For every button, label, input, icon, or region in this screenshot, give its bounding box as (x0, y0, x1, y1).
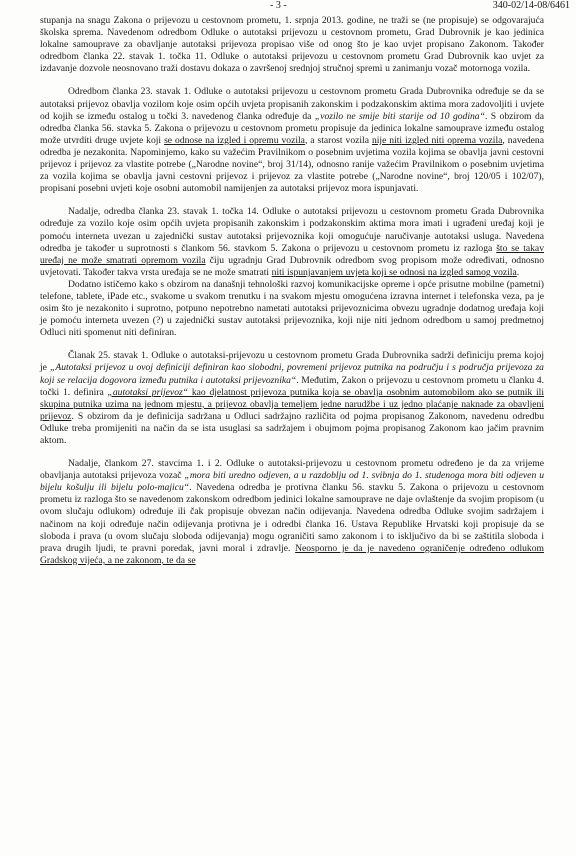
paragraph-1: stupanja na snagu Zakona o prijevozu u cestovnom prometu, 1. srpnja 2013. godine, ne traži se (ne propisuje) se odgovarajuća školska sprema. Navedenom odredbom Odluke o autotaksi prijevozu u cestovnom prometu, Grad Dubrovnik je kao jedinica lokalne samouprave za obavljanje autotaksi prijevoza propisao više od onog što je kao uvjet propisano Zakonom. Također odredbom članka 22. stavak 1. točka 11. Odluke o autotaksi prijevozu u cestovnom prometu Grad Dubrovnik kao uvjet za izdavanje dozvole neosnovano traži dostavu dokaza o završenoj srednjoj stručnoj spremi u zanimanju vozač motornoga vozila. (40, 15, 544, 75)
paragraph-4: Dodatno ističemo kako s obzirom na današnji tehnološki razvoj komunikacijske opreme i opće prisutne mobilne (pametni) telefone, tablete, iPade etc., svakome u svakom trenutku i na svakom mjestu omogućena izravna internet i telefonska veza, pa je osim što je nezakonito i suprotno, potpuno nepotrebno nametati autotaksi prijevoznicima obvezu ugradnje dodatnog uređaja koji je pomoću interneta uvezen (?) u zajednički sustav autotaksi prijevoznika, koji nije niti jednom odredbom u samoj predmetnoj Odluci niti spomenut niti definiran. (40, 278, 544, 339)
underline-restriction: Neosporno je da je navedeno ograničenje određeno odlukom Gradskog vijeća, a ne zakonom, te da se (40, 542, 544, 566)
paragraph-5: Članak 25. stavak 1. Odluke o autotaksi-prijevozu u cestovnom prometu Grada Dubrovnika sadrži definiciju prema kojoj je „Autotaksi prijevoz u ovoj definiciji definiran kao slobodni, povremeni prijevoz putnika na području i s područja prijevoza za koji se relacija dogovora između putnika i autotaksi prijevoznika“. Međutim, Zakon o prijevozu u cestovnom prometu u članku 4. točki 1. definira „autotaksi prijevoz“ kao djelatnost prijevoza putnika koja se obavlja osobnim automobilom ako se putnik ili skupina putnika uzima na jednom mjestu, a prijevoz obavlja temeljem jedne narudžbe i uz jedno plaćanje naknade za obavljeni prijevoz. S obzirom da je definicija sadržana u Odluci sadržajno različita od pojma propisanog Zakonom, navedenu odredbu Odluke treba promijeniti na način da se ista usuglasi sa sadržajem i obujmom pojma propisanog Zakonom kao jačim pravnim aktom. (40, 350, 545, 446)
underline-law-definition: kao djelatnost prijevoza putnika koja se obavlja osobnim automobilom ako se putnik ili skupina putnika uzima na jednom mjestu, a prijevoz obavlja temeljem jedne narudžbe i uz jedno plaćanje naknade za obavljeni prijevoz (40, 386, 545, 422)
paragraph-3: Nadalje, odredba članka 23. stavak 1. točka 14. Odluke o autotaksi prijevozu u cestovnom prometu Grada Dubrovnika određuje za vozilo koje osim općih uvjeta propisanih zakonskim i podzakonskim aktima mora imati i ugrađeni uređaj koji je pomoću interneta uvezan u zajednički sustav autotaksi prijevoznika koji omogućuje naručivanje autotaksi usluga. Navedena odredba je također u suprotnosti s člankom 56. stavkom 5. Zakona o prijevozu u cestovnom prometu iz razloga što se takav uređaj ne može smatrati opremom vozila čiju ugradnju Grad Dubrovnik odredbom svog propisom može određivati, odnosno uvjetovati. Također takva vrsta uređaja se ne može smatrati niti ispunjavanjem uvjeta koji se odnosi na izgled samog vozila. (40, 206, 544, 278)
quote-autotaksi-term: „autotaksi prijevoz“ (107, 386, 189, 398)
quote-vehicle-age: „vozilo ne smije biti starije od 10 godina“ (314, 110, 485, 122)
paragraph-2: Odredbom članka 23. stavak 1. Odluke o autotaksi prijevozu u cestovnom prometu Grada Dubrovnika određuje se da se autotaksi prijevoz obavlja vozilom koje osim općih uvjeta propisanih zakonskim i podzakonskim aktima mora zadovoljiti i uvjete od kojih se između ostalog u točki 3. navedenog članka određuje da „vozilo ne smije biti starije od 10 godina“. S obzirom da odredba članka 56. stavka 5. Zakona o prijevozu u cestovnom prometu propisuje da jedinica lokalne samouprave između ostalog može utvrditi druge uvjete koji se odnose na izgled i opremu vozila, a starost vozila nije niti izgled niti oprema vozila, navedena odredba je nezakonita. Napominjemo, kako su važećim Pravilnikom o posebnim uvjetima vozila kojima se obavlja javni cestovni prijevoz i prijevoz za vlastite potrebe („Narodne novine“, broj 31/14), odnosno ranije važećim Pravilnikom o posebnim uvjetima za vozila kojima se obavlja javni cestovni prijevoz i prijevoz za vlastite potrebe („Narodne novine“, broj 120/05 i 102/07), propisani posebni uvjeti koje osobni automobil namijenjen za autotaksi prijevoz mora ispunjavati. (40, 86, 544, 195)
underline-not-appearance-condition: niti ispunjavanjem uvjeta koji se odnosi na izgled samog vozila (271, 266, 517, 278)
page-header (40, 0, 570, 14)
document-body (40, 15, 544, 567)
quote-dress-code: „mora biti uredno odjeven, a u razdoblju od 1. svibnja do 1. studenoga mora biti odjeven u bijelu košulju ili bijelu polo-majicu“ (40, 470, 544, 494)
underline-device-not-equipment: što se takav uređaj ne može smatrati opremom vozila (40, 242, 544, 266)
quote-definition: „Autotaksi prijevoz u ovoj definiciji definiran kao slobodni, povremeni prijevoz putnika na području i s područja prijevoza za koji se relacija dogovora između putnika i autotaksi prijevoznika“ (40, 362, 544, 386)
underline-appearance-equipment: se odnose na izgled i opremu vozila (164, 134, 305, 146)
page-number: - 3 - (270, 0, 287, 11)
document-reference: 340-02/14-08/6461 (492, 0, 570, 11)
underline-not-appearance: nije niti izgled niti oprema vozila (371, 134, 503, 146)
paragraph-6: Nadalje, člankom 27. stavcima 1. i 2. Odluke o autotaksi-prijevozu u cestovnom prometu određeno je da za vrijeme obavljanja autotaksi prijevoza vozač „mora biti uredno odjeven, a u razdoblju od 1. svibnja do 1. studenoga mora biti odjeven u bijelu košulju ili bijelu polo-majicu“. Navedena odredba je protivna članku 56. stavku 5. Zakona o prijevozu u cestovnom prometu iz razloga što se navedenom zakonskom odredbom jedinici lokalne samouprave ne daje ovlaštenje da svojim propisom (u ovom slučaju odlukom) određuje ili čak propisuje obvezan način odijevanja. Navedena odredba Odluke svojim sadržajem i načinom na koji određuje način odijevanja protivna je i odredbi članka 16. Ustava Republike Hrvatski koji propisuje da se sloboda i prava (u ovom slučaju sloboda odijevanja) mogu ograničiti samo zakonom i to isključivo da bi se zaštitila sloboda i prava drugih ljudi, te pravni poredak, javni moral i zdravlje. Neosporno je da je navedeno ograničenje određeno odlukom Gradskog vijeća, a ne zakonom, te da se (40, 458, 545, 566)
